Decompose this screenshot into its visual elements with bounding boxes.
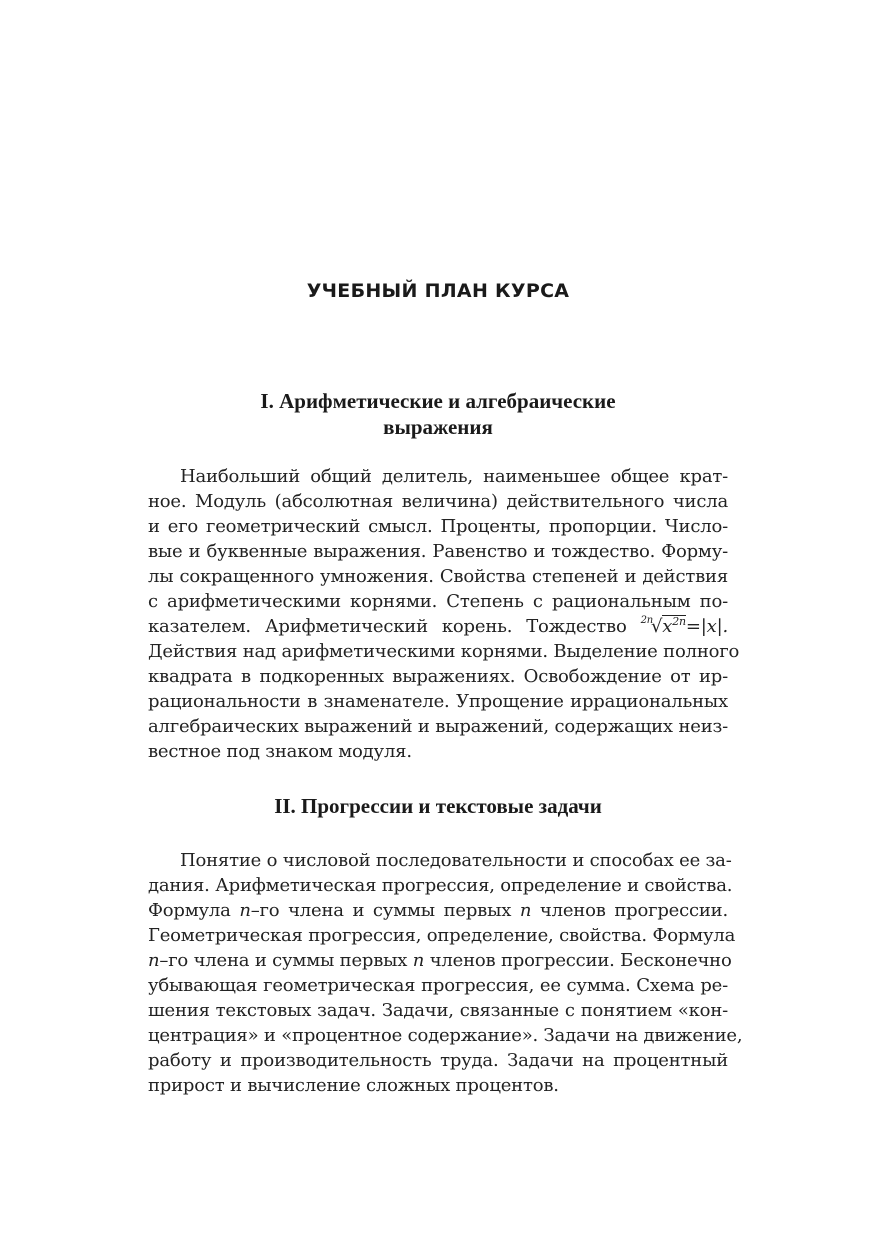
text-line: лы сокращенного умножения. Свойства степеней и действия [148, 566, 728, 587]
text-line: Наибольший общий делитель, наименьшее общее крат- [180, 466, 728, 487]
section-1-title-line2: выражения [383, 415, 493, 439]
section-1-title [0, 388, 876, 440]
text-segment: –го члена и суммы первых [250, 900, 512, 921]
text-segment: –го члена и суммы первых [159, 950, 408, 971]
math-var-n: n [239, 900, 251, 921]
math-var-n: n [519, 900, 532, 921]
formula-rhs: =|x|. [685, 616, 728, 637]
text-line-with-formula [148, 614, 728, 639]
text-line: рациональности в знаменателе. Упрощение иррациональных [148, 691, 728, 712]
root-index: 2n [640, 615, 653, 626]
root-identity-formula [641, 614, 728, 642]
radicand [662, 615, 686, 637]
text-line: Действия над арифметическими корнями. Выделение полного [148, 641, 740, 662]
radical-sign: √ [650, 616, 663, 637]
text-segment: членов прогрессии. Бесконечно [429, 950, 732, 971]
text-line: работу и производительность труда. Задачи на процентный [148, 1050, 728, 1071]
text-line: алгебраических выражений и выражений, содержащих неиз- [148, 716, 728, 737]
text-line: вые и буквенные выражения. Равенство и тождество. Форму- [148, 541, 728, 562]
text-line: шения текстовых задач. Задачи, связанные с понятием «кон- [148, 1000, 728, 1021]
text-line-with-var [148, 948, 732, 973]
section-1-title-line1: I. Арифметические и алгебраические [260, 389, 616, 413]
radicand-exponent: 2n [672, 615, 686, 628]
text-line: квадрата в подкоренных выражениях. Освобождение от ир- [148, 666, 728, 687]
section-1-paragraph [148, 464, 740, 764]
text-line: прирост и вычисление сложных процентов. [148, 1075, 559, 1096]
section-2-paragraph [148, 848, 743, 1098]
section-2-title-line1: II. Прогрессии и текстовые задачи [274, 794, 602, 818]
text-line: убывающая геометрическая прогрессия, ее сумма. Схема ре- [148, 975, 728, 996]
text-line: ное. Модуль (абсолютная величина) действительного числа [148, 491, 728, 512]
text-line: с арифметическими корнями. Степень с рациональным по- [148, 591, 728, 612]
text-segment: членов прогрессии. [539, 900, 728, 921]
text-line: вестное под знаком модуля. [148, 741, 412, 762]
text-line: центрация» и «процентное содержание». Задачи на движение, [148, 1025, 743, 1046]
text-line: Геометрическая прогрессия, определение, свойства. Формула [148, 925, 736, 946]
math-var-n: n [148, 950, 160, 971]
radicand-base: x [662, 616, 673, 637]
text-line: дания. Арифметическая прогрессия, определение и свойства. [148, 875, 733, 896]
text-segment: казателем. Арифметический корень. Тождество [148, 616, 627, 637]
text-line-with-var [148, 898, 728, 923]
page-title: УЧЕБНЫЙ ПЛАН КУРСА [306, 280, 570, 302]
text-line: Понятие о числовой последовательности и способах ее за- [180, 850, 732, 871]
math-var-n: n [412, 950, 425, 971]
text-segment: Формула [148, 900, 231, 921]
text-line: и его геометрический смысл. Проценты, пропорции. Число- [148, 516, 728, 537]
section-2-title [0, 793, 876, 819]
